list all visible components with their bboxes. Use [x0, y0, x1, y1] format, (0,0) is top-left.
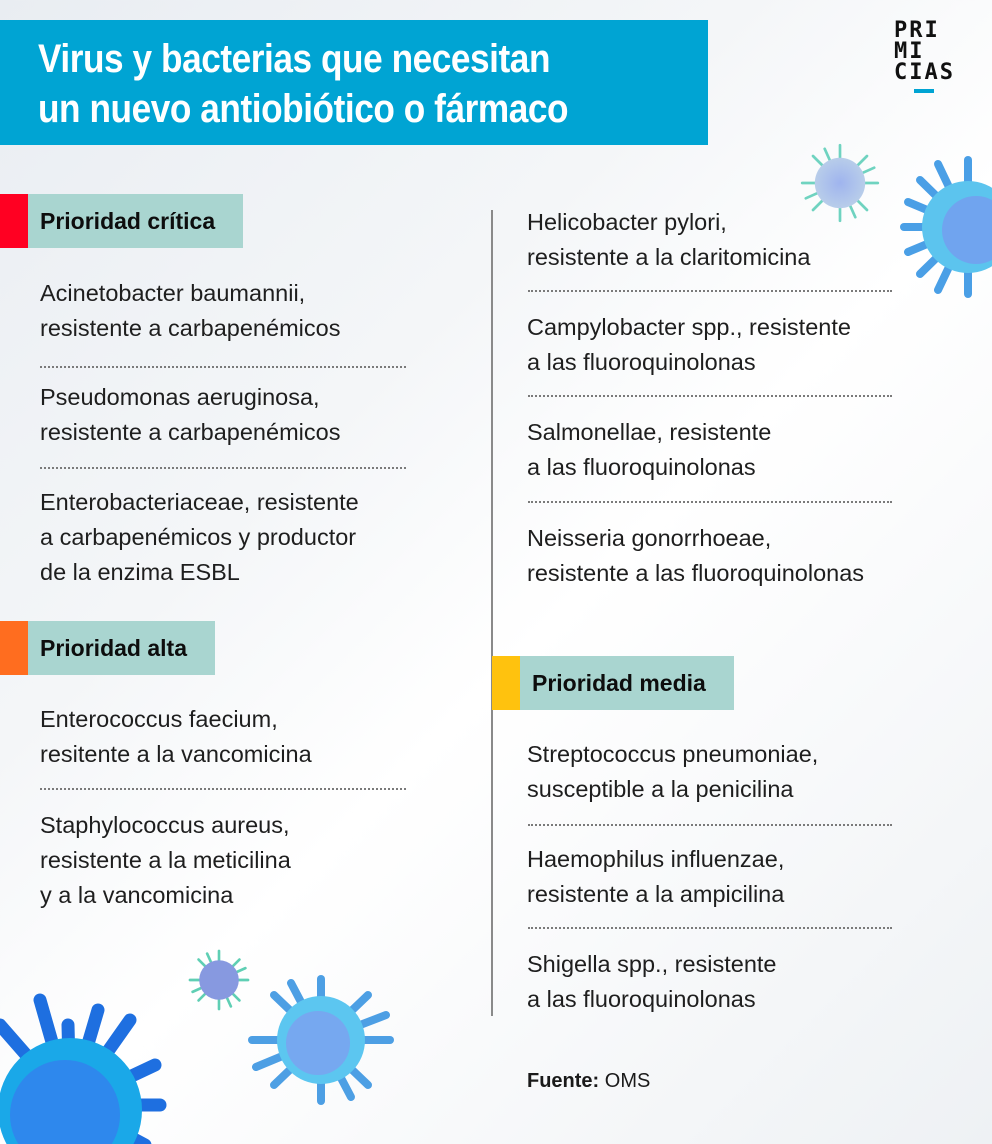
dotted-separator [528, 501, 892, 503]
section-title: Prioridad alta [40, 634, 187, 661]
item-line: susceptible a la penicilina [527, 776, 794, 802]
section-header-critica [0, 194, 243, 248]
source-credit [527, 1070, 650, 1093]
item-line: Neisseria gonorrhoeae, [527, 525, 772, 551]
list-item [40, 485, 359, 590]
list-item [40, 702, 312, 772]
dotted-separator [528, 395, 892, 397]
source-value: OMS [604, 1070, 651, 1092]
dotted-separator [528, 290, 892, 292]
item-line: de la enzima ESBL [40, 559, 240, 585]
primicias-logo [894, 20, 976, 93]
item-line: Shigella spp., resistente [527, 951, 777, 977]
dotted-separator [40, 366, 406, 368]
section-header-media [492, 656, 734, 710]
dotted-separator [528, 824, 892, 826]
section-header-alta [0, 621, 215, 675]
column-divider [491, 210, 493, 1016]
list-item [527, 521, 864, 591]
item-line: Pseudomonas aeruginosa, [40, 384, 320, 410]
logo-accent-bar [914, 89, 934, 93]
item-line: y a la vancomicina [40, 882, 234, 908]
priority-color-marker [492, 656, 520, 710]
list-item [527, 737, 818, 807]
list-item [527, 842, 784, 912]
list-item [527, 205, 810, 275]
virus-icon [246, 975, 396, 1105]
item-line: a las fluoroquinolonas [527, 986, 756, 1012]
priority-color-marker [0, 194, 28, 248]
list-item [527, 310, 851, 380]
section-title: Prioridad media [532, 669, 706, 696]
item-line: a las fluoroquinolonas [527, 349, 756, 375]
item-line: Streptococcus pneumoniae, [527, 741, 819, 767]
item-line: Enterococcus faecium, [40, 706, 278, 732]
title-banner [0, 20, 708, 145]
dotted-separator [40, 467, 406, 469]
virus-icon [898, 152, 992, 302]
item-line: a las fluoroquinolonas [527, 454, 756, 480]
item-line: resistente a carbapenémicos [40, 419, 341, 445]
source-label: Fuente: [527, 1070, 600, 1092]
list-item [40, 808, 291, 913]
section-title: Prioridad crítica [40, 207, 216, 234]
logo-line-2: MI [894, 39, 925, 64]
item-line: resitente a la vancomicina [40, 741, 312, 767]
list-item [527, 415, 771, 485]
dotted-separator [528, 927, 892, 929]
virus-icon [186, 947, 252, 1013]
dotted-separator [40, 788, 406, 790]
item-line: a carbapenémicos y productor [40, 524, 357, 550]
logo-line-1: PRI [894, 18, 940, 43]
item-line: resistente a carbapenémicos [40, 315, 341, 341]
item-line: resistente a la ampicilina [527, 881, 785, 907]
list-item [40, 380, 340, 450]
item-line: Campylobacter spp., resistente [527, 314, 851, 340]
item-line: Helicobacter pylori, [527, 209, 727, 235]
priority-color-marker [0, 621, 28, 675]
list-item [527, 947, 777, 1017]
item-line: resistente a las fluoroquinolonas [527, 560, 865, 586]
title-line-2: un nuevo antiobiótico o fármaco [38, 87, 569, 131]
item-line: Haemophilus influenzae, [527, 846, 785, 872]
item-line: resistente a la meticilina [40, 847, 291, 873]
item-line: resistente a la claritomicina [527, 244, 811, 270]
item-line: Enterobacteriaceae, resistente [40, 489, 359, 515]
virus-icon [0, 975, 190, 1144]
item-line: Salmonellae, resistente [527, 419, 772, 445]
logo-line-3: CIAS [894, 60, 955, 85]
item-line: Staphylococcus aureus, [40, 812, 290, 838]
item-line: Acinetobacter baumannii, [40, 280, 306, 306]
title-line-1: Virus y bacterias que necesitan [38, 37, 551, 81]
list-item [40, 276, 340, 346]
